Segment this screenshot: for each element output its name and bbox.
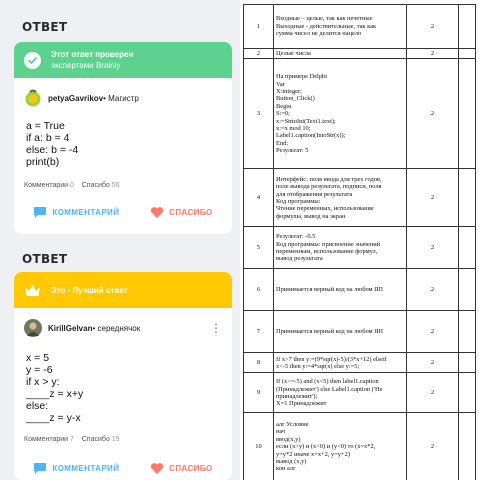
table-row: [244, 59, 476, 169]
thanks-label: Спасибо: [81, 436, 110, 443]
row-number: 7: [244, 311, 274, 353]
answer-code: a = True if a: b = 4 else: b = -4 print(b): [26, 120, 79, 168]
row-criteria: Интерфейс: поля ввода для трех годов, поле вывода результата, подписи, поля для отображения результата Код программы: Чтение переменных, использование формулы, вывод на экран: [274, 169, 407, 227]
avatar[interactable]: [24, 319, 42, 337]
table-row: [244, 413, 476, 480]
row-score: 2: [407, 413, 459, 480]
row-criteria: Целые числа: [274, 49, 407, 59]
row-blank: [459, 269, 476, 311]
answer-code: x = 5 y = -6 if x > y: ____z = x+y else: ____z = y-x: [26, 352, 84, 424]
best-answer-banner: [14, 272, 232, 308]
grading-table: [243, 4, 476, 480]
author-name[interactable]: petyaGavrikov: [48, 93, 104, 103]
row-score: 2: [407, 5, 459, 49]
thanks-button[interactable]: [150, 206, 212, 219]
row-score: 2: [407, 353, 459, 373]
thanks-count: 19: [111, 436, 120, 443]
verified-text-line1: Этот ответ проверен: [51, 50, 134, 59]
row-number: 5: [244, 227, 274, 269]
best-answer-text: Это · Лучший ответ: [51, 285, 128, 295]
row-score: 2: [407, 227, 459, 269]
answer-actions: [14, 206, 232, 219]
row-blank: [459, 227, 476, 269]
answer-card-verified: [14, 42, 232, 234]
table-row: [244, 49, 476, 59]
row-number: 8: [244, 353, 274, 373]
table-row: [244, 353, 476, 373]
thanks-label: Спасибо: [81, 182, 110, 189]
comment-button[interactable]: [33, 206, 119, 219]
row-score: 2: [407, 169, 459, 227]
row-criteria: Входные – целые, так как нечетные Выходные - действительные, так как сумма чисел не делится нацело: [274, 5, 407, 49]
comment-icon: [33, 462, 47, 475]
answer-card-best: [14, 272, 232, 480]
comment-button-label: КОММЕНТАРИЙ: [52, 208, 120, 217]
row-blank: [459, 5, 476, 49]
row-blank: [459, 353, 476, 373]
row-blank: [459, 311, 476, 353]
table-row: [244, 227, 476, 269]
row-criteria: If x>7 then y:=(9*sqr(x)-5)/(3*x+12) elseif x<-5 then y:=4*sqr(x) else y:=5;: [274, 353, 407, 373]
row-criteria: Принимается верный код на любом ЯП: [274, 269, 407, 311]
heart-icon: [150, 462, 164, 475]
row-criteria: If (x>=-5) and (x<5) then label1.caption (Принадлежит') else Label1.caption ('Не принадлежит'); X=1 Принадлежит: [274, 373, 407, 413]
table-row: [244, 5, 476, 49]
table-row: [244, 373, 476, 413]
comments-count: 0: [70, 182, 74, 189]
avatar[interactable]: [24, 89, 42, 107]
row-number: 2: [244, 49, 274, 59]
answer-author[interactable]: [14, 78, 232, 110]
answer-stats: [24, 182, 120, 189]
comment-icon: [33, 206, 47, 219]
row-blank: [459, 59, 476, 169]
row-blank: [459, 373, 476, 413]
answer-actions: [14, 462, 232, 475]
thanks-button-label: СПАСИБО: [169, 464, 213, 473]
checkmark-icon: [24, 52, 41, 69]
thanks-button[interactable]: [150, 462, 212, 475]
row-criteria: Результат: -0.5 Код программы: присвоение значений переменным, использование формул, вывод результата: [274, 227, 407, 269]
answer-stats: [24, 436, 120, 443]
row-number: 6: [244, 269, 274, 311]
heart-icon: [150, 206, 164, 219]
row-score: 2: [407, 311, 459, 353]
comment-button-label: КОММЕНТАРИЙ: [52, 464, 120, 473]
row-number: 3: [244, 59, 274, 169]
comments-label: Комментарии: [24, 182, 69, 189]
row-blank: [459, 49, 476, 59]
row-blank: [459, 413, 476, 480]
crown-icon: [24, 284, 41, 297]
answer-heading: ОТВЕТ: [22, 20, 68, 34]
answer-heading: ОТВЕТ: [22, 252, 68, 266]
more-options-icon[interactable]: ⋮: [210, 321, 222, 335]
author-rank: • середнячок: [92, 323, 141, 333]
thanks-button-label: СПАСИБО: [169, 208, 213, 217]
comments-count: 7: [70, 436, 74, 443]
row-criteria: Принимается верный код на любом ЯП: [274, 311, 407, 353]
table-row: [244, 169, 476, 227]
row-criteria: алг Условие нач ввод(x,y) если (x>y) и (x<0) и (y<0) то (x=x*2, y=y*2 иначе x=x+2, y=y+2) вывод (x,y) кон алг: [274, 413, 407, 480]
row-score: 2: [407, 59, 459, 169]
author-name[interactable]: KirillGelvan: [48, 323, 93, 333]
comments-label: Комментарии: [24, 436, 69, 443]
row-score: 2: [407, 269, 459, 311]
row-criteria: На примере Delphi Var X:integer; Button_Click() Begin S:=0; x:=StrtoInt(Text1.text); x:=x mod 10; Label1.caption(IntoStr(x)); End; Результат: 5: [274, 59, 407, 169]
verified-banner: [14, 42, 232, 78]
table-row: [244, 269, 476, 311]
row-score: 2: [407, 49, 459, 59]
comment-button[interactable]: [33, 462, 119, 475]
verified-text-line2: экспертами Brainly: [51, 61, 121, 70]
row-number: 4: [244, 169, 274, 227]
row-number: 1: [244, 5, 274, 49]
row-blank: [459, 169, 476, 227]
answer-author[interactable]: [14, 308, 232, 340]
row-number: 10: [244, 413, 274, 480]
row-score: 2: [407, 373, 459, 413]
table-row: [244, 311, 476, 353]
thanks-count: 56: [111, 182, 120, 189]
author-rank: • Магистр: [103, 93, 139, 103]
row-number: 9: [244, 373, 274, 413]
